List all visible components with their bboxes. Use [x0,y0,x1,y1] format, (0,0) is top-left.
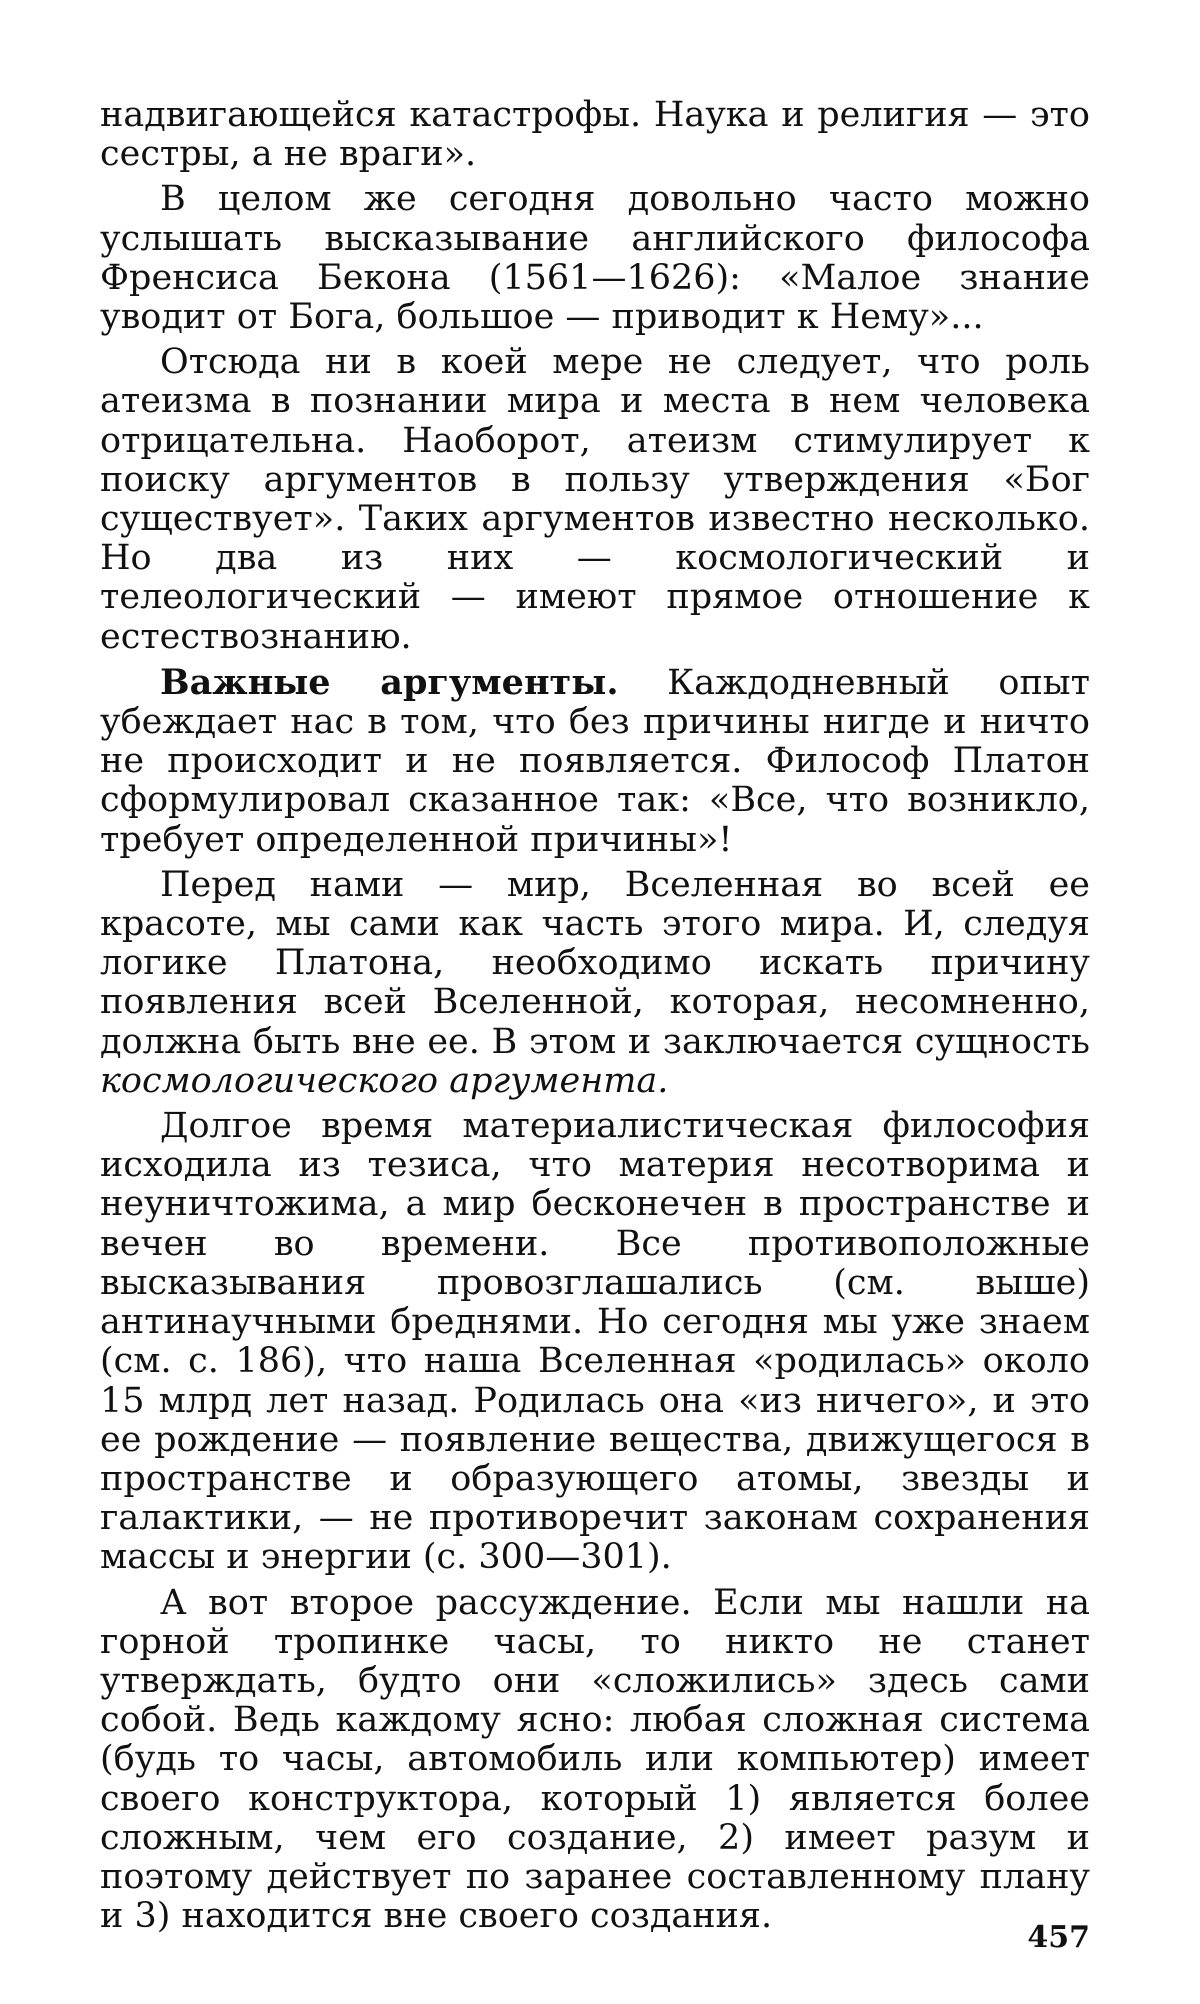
paragraph-7-text: А вот второе рассуждение. Если мы нашли на горной тропинке часы, то никто не станет утверждать, будто они «сложились» здесь сами собой. Ведь каждому ясно: любая сложная система (будь то часы, автомобиль или компьютер) имеет своего конструктора, который 1) является более сложным, чем его создание, 2) имеет разум и поэтому действует по заранее составленному плану и 3) находится вне своего создания. [100,1582,1090,1937]
paragraph-1 [100,96,1090,174]
paragraph-4 [100,663,1090,860]
cosmological-argument-emphasis: космологического аргумента. [100,1060,669,1101]
paragraph-6 [100,1107,1090,1577]
paragraph-2-text: В целом же сегодня довольно часто можно услышать высказывание английского философа Френсиса Бекона (1561—1626): «Малое знание уводит от Бога, большое — приводит к Нему»... [100,179,1090,338]
section-heading-important-arguments: Важные аргументы. [160,661,619,703]
paragraph-1-text: надвигающейся катастрофы. Наука и религия — это сестры, а не враги». [100,95,1090,175]
paragraph-3-text: Отсюда ни в коей мере не следует, что роль атеизма в познании мира и места в нем человека отрицательна. Наоборот, атеизм стимулирует к поиску аргументов в пользу утверждения «Бог существует». Таких аргументов известно несколько. Но два из них — космологический и телеологический — имеют прямое отношение к естествознанию. [100,342,1090,657]
paragraph-5-text: Перед нами — мир, Вселенная во всей ее красоте, мы сами как часть этого мира. И, следуя логике Платона, необходимо искать причину появления всей Вселенной, которая, несомненно, должна быть вне ее. В этом и заключается сущность [100,864,1090,1062]
paragraph-5 [100,866,1090,1101]
book-page [100,96,1090,1936]
paragraph-3 [100,343,1090,657]
paragraph-4-text: Каждодневный опыт убеждает нас в том, что без причины нигде и ничто не происходит и не появляется. Философ Платон сформулировал сказанное так: «Все, что возникло, требует определенной причины»! [100,662,1091,860]
paragraph-2 [100,180,1090,337]
paragraph-7 [100,1584,1090,1937]
page-number: 457 [1027,1920,1090,1955]
paragraph-6-text: Долгое время материалистическая философия исходила из тезиса, что материя несотворима и неуничтожима, а мир бесконечен в пространстве и вечен во времени. Все противоположные высказывания провозглашались (см. выше) антинаучными бреднями. Но сегодня мы уже знаем (см. с. 186), что наша Вселенная «родилась» около 15 млрд лет назад. Родилась она «из ничего», и это ее рождение — появление вещества, движущегося в пространстве и образующего атомы, звезды и галактики, — не противоречит законам сохранения массы и энергии (с. 300—301). [100,1106,1090,1578]
